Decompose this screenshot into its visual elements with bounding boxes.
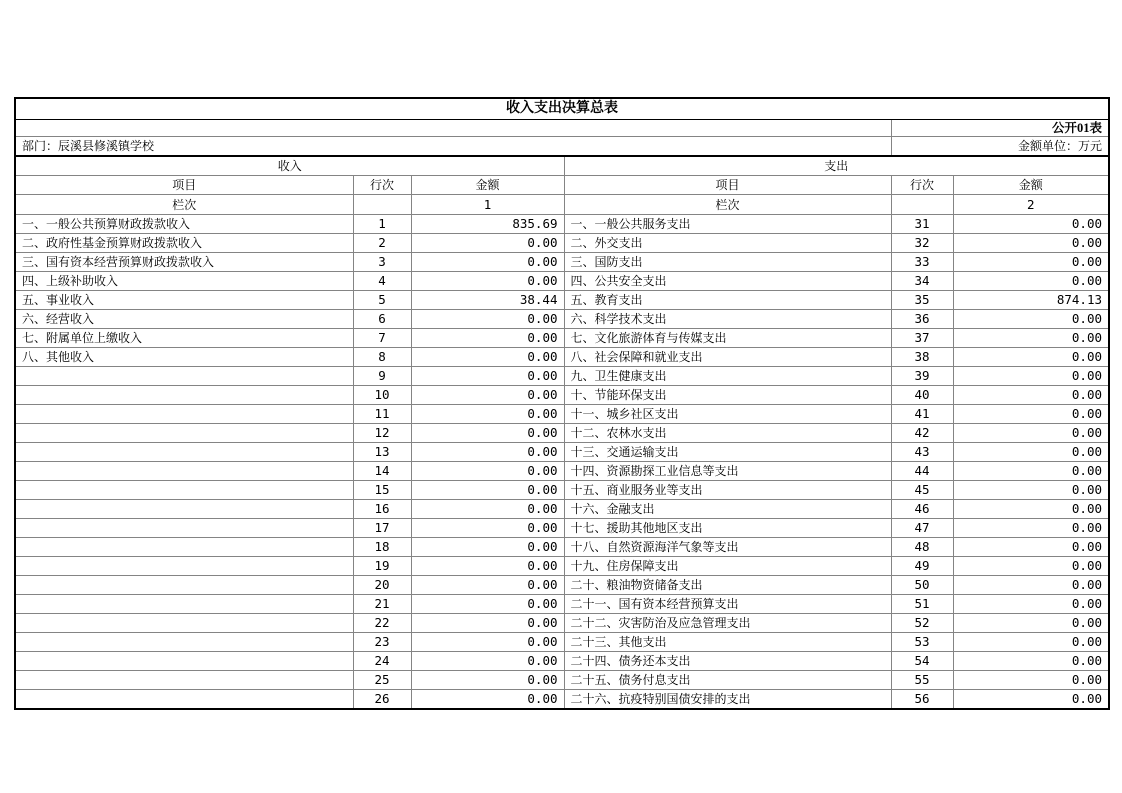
expense-line-cell: 45 <box>891 481 953 500</box>
sheet-label-row <box>15 120 1109 137</box>
income-expense-table <box>14 97 1110 710</box>
income-amount-cell: 835.69 <box>411 215 564 234</box>
expense-line-cell: 44 <box>891 462 953 481</box>
income-lanci-label: 栏次 <box>15 195 353 215</box>
expense-line-cell: 36 <box>891 310 953 329</box>
income-item-cell <box>15 633 353 652</box>
column-header-row <box>15 176 1109 195</box>
sheet-label-spacer <box>15 120 891 137</box>
expense-amount-cell: 0.00 <box>953 367 1109 386</box>
column-number-row <box>15 195 1109 215</box>
income-line-cell: 22 <box>353 614 411 633</box>
income-line-cell: 24 <box>353 652 411 671</box>
expense-item-cell: 二、外交支出 <box>564 234 891 253</box>
expense-lanci-label: 栏次 <box>564 195 891 215</box>
expense-line-cell: 49 <box>891 557 953 576</box>
income-line-cell: 3 <box>353 253 411 272</box>
income-column-number: 1 <box>411 195 564 215</box>
expense-item-cell: 七、文化旅游体育与传媒支出 <box>564 329 891 348</box>
table-row <box>15 291 1109 310</box>
expense-item-cell: 十九、住房保障支出 <box>564 557 891 576</box>
expense-amount-cell: 0.00 <box>953 614 1109 633</box>
income-item-cell <box>15 690 353 710</box>
expense-lanci-empty <box>891 195 953 215</box>
table-row <box>15 443 1109 462</box>
income-amount-cell: 0.00 <box>411 272 564 291</box>
table-row <box>15 253 1109 272</box>
table-row <box>15 348 1109 367</box>
income-amount-cell: 0.00 <box>411 234 564 253</box>
income-item-cell <box>15 557 353 576</box>
expense-item-cell: 四、公共安全支出 <box>564 272 891 291</box>
income-amount-cell: 0.00 <box>411 386 564 405</box>
table-row <box>15 671 1109 690</box>
expense-amount-cell: 0.00 <box>953 595 1109 614</box>
income-item-cell <box>15 443 353 462</box>
income-item-cell: 一、一般公共预算财政拨款收入 <box>15 215 353 234</box>
income-item-cell <box>15 576 353 595</box>
expense-amount-cell: 0.00 <box>953 652 1109 671</box>
expense-amount-cell: 0.00 <box>953 519 1109 538</box>
income-line-cell: 18 <box>353 538 411 557</box>
expense-amount-cell: 0.00 <box>953 576 1109 595</box>
income-line-cell: 4 <box>353 272 411 291</box>
expense-line-cell: 56 <box>891 690 953 710</box>
expense-amount-cell: 0.00 <box>953 215 1109 234</box>
income-line-cell: 19 <box>353 557 411 576</box>
table-row <box>15 690 1109 710</box>
page-title: 收入支出决算总表 <box>15 98 1109 120</box>
table-row <box>15 481 1109 500</box>
table-row <box>15 386 1109 405</box>
income-amount-cell: 0.00 <box>411 405 564 424</box>
expense-item-cell: 十一、城乡社区支出 <box>564 405 891 424</box>
expense-amount-cell: 0.00 <box>953 348 1109 367</box>
expense-line-cell: 35 <box>891 291 953 310</box>
expense-amount-cell: 0.00 <box>953 690 1109 710</box>
income-amount-cell: 0.00 <box>411 443 564 462</box>
expense-column-number: 2 <box>953 195 1109 215</box>
expense-item-cell: 十八、自然资源海洋气象等支出 <box>564 538 891 557</box>
income-item-cell: 七、附属单位上缴收入 <box>15 329 353 348</box>
income-amount-cell: 38.44 <box>411 291 564 310</box>
table-body <box>15 215 1109 710</box>
sheet-label: 公开01表 <box>891 120 1109 137</box>
expense-amount-cell: 0.00 <box>953 234 1109 253</box>
expense-amount-cell: 0.00 <box>953 633 1109 652</box>
income-amount-cell: 0.00 <box>411 500 564 519</box>
income-line-cell: 16 <box>353 500 411 519</box>
expense-amount-cell: 0.00 <box>953 538 1109 557</box>
table-row <box>15 538 1109 557</box>
table-row <box>15 329 1109 348</box>
expense-item-cell: 十七、援助其他地区支出 <box>564 519 891 538</box>
income-line-cell: 15 <box>353 481 411 500</box>
expense-line-cell: 46 <box>891 500 953 519</box>
expense-line-cell: 37 <box>891 329 953 348</box>
income-amount-cell: 0.00 <box>411 690 564 710</box>
expense-item-cell: 二十一、国有资本经营预算支出 <box>564 595 891 614</box>
expense-item-header: 项目 <box>564 176 891 195</box>
income-item-cell: 三、国有资本经营预算财政拨款收入 <box>15 253 353 272</box>
table-row <box>15 633 1109 652</box>
expense-line-cell: 55 <box>891 671 953 690</box>
income-item-cell: 八、其他收入 <box>15 348 353 367</box>
income-amount-cell: 0.00 <box>411 538 564 557</box>
income-item-cell: 二、政府性基金预算财政拨款收入 <box>15 234 353 253</box>
expense-item-cell: 二十四、债务还本支出 <box>564 652 891 671</box>
expense-item-cell: 十、节能环保支出 <box>564 386 891 405</box>
income-amount-header: 金额 <box>411 176 564 195</box>
section-header-row <box>15 156 1109 176</box>
income-amount-cell: 0.00 <box>411 652 564 671</box>
expense-item-cell: 二十三、其他支出 <box>564 633 891 652</box>
expense-amount-cell: 0.00 <box>953 481 1109 500</box>
expense-line-cell: 48 <box>891 538 953 557</box>
expense-item-cell: 五、教育支出 <box>564 291 891 310</box>
table-row <box>15 405 1109 424</box>
income-item-cell <box>15 614 353 633</box>
income-amount-cell: 0.00 <box>411 671 564 690</box>
table-row <box>15 215 1109 234</box>
income-line-cell: 12 <box>353 424 411 443</box>
expense-amount-cell: 0.00 <box>953 462 1109 481</box>
table-row <box>15 310 1109 329</box>
unit-label: 金额单位：万元 <box>891 137 1109 157</box>
final-accounts-sheet <box>14 97 1110 710</box>
income-amount-cell: 0.00 <box>411 519 564 538</box>
income-item-cell <box>15 500 353 519</box>
income-item-header: 项目 <box>15 176 353 195</box>
income-amount-cell: 0.00 <box>411 329 564 348</box>
expense-item-cell: 二十二、灾害防治及应急管理支出 <box>564 614 891 633</box>
expense-amount-cell: 0.00 <box>953 557 1109 576</box>
table-row <box>15 234 1109 253</box>
expense-item-cell: 十六、金融支出 <box>564 500 891 519</box>
expense-item-cell: 十二、农林水支出 <box>564 424 891 443</box>
income-item-cell: 六、经营收入 <box>15 310 353 329</box>
income-amount-cell: 0.00 <box>411 367 564 386</box>
income-line-cell: 2 <box>353 234 411 253</box>
income-line-cell: 23 <box>353 633 411 652</box>
expense-line-cell: 47 <box>891 519 953 538</box>
income-amount-cell: 0.00 <box>411 310 564 329</box>
income-amount-cell: 0.00 <box>411 614 564 633</box>
income-item-cell: 五、事业收入 <box>15 291 353 310</box>
income-item-cell <box>15 405 353 424</box>
expense-line-cell: 41 <box>891 405 953 424</box>
expense-amount-cell: 0.00 <box>953 272 1109 291</box>
expense-item-cell: 二十六、抗疫特别国债安排的支出 <box>564 690 891 710</box>
expense-line-cell: 52 <box>891 614 953 633</box>
table-row <box>15 500 1109 519</box>
income-item-cell <box>15 424 353 443</box>
income-amount-cell: 0.00 <box>411 253 564 272</box>
income-amount-cell: 0.00 <box>411 576 564 595</box>
table-row <box>15 462 1109 481</box>
income-line-cell: 17 <box>353 519 411 538</box>
expense-line-cell: 31 <box>891 215 953 234</box>
table-row <box>15 652 1109 671</box>
expense-amount-cell: 0.00 <box>953 253 1109 272</box>
income-amount-cell: 0.00 <box>411 462 564 481</box>
expense-line-cell: 50 <box>891 576 953 595</box>
table-row <box>15 614 1109 633</box>
expense-line-cell: 39 <box>891 367 953 386</box>
department-row <box>15 137 1109 157</box>
expense-item-cell: 九、卫生健康支出 <box>564 367 891 386</box>
income-line-cell: 10 <box>353 386 411 405</box>
income-item-cell <box>15 462 353 481</box>
table-row <box>15 557 1109 576</box>
income-item-cell <box>15 671 353 690</box>
expense-amount-cell: 0.00 <box>953 329 1109 348</box>
expense-line-cell: 40 <box>891 386 953 405</box>
expense-line-cell: 53 <box>891 633 953 652</box>
income-line-cell: 14 <box>353 462 411 481</box>
expense-item-cell: 十四、资源勘探工业信息等支出 <box>564 462 891 481</box>
table-row <box>15 576 1109 595</box>
table-row <box>15 272 1109 291</box>
expense-item-cell: 三、国防支出 <box>564 253 891 272</box>
table-head <box>15 98 1109 215</box>
income-item-cell <box>15 519 353 538</box>
expense-line-cell: 33 <box>891 253 953 272</box>
income-amount-cell: 0.00 <box>411 633 564 652</box>
income-line-cell: 11 <box>353 405 411 424</box>
income-amount-cell: 0.00 <box>411 595 564 614</box>
table-row <box>15 519 1109 538</box>
expense-line-cell: 54 <box>891 652 953 671</box>
income-line-cell: 8 <box>353 348 411 367</box>
income-line-cell: 6 <box>353 310 411 329</box>
expense-amount-cell: 0.00 <box>953 671 1109 690</box>
expense-line-cell: 38 <box>891 348 953 367</box>
expense-item-cell: 十三、交通运输支出 <box>564 443 891 462</box>
expense-line-cell: 32 <box>891 234 953 253</box>
income-item-cell: 四、上级补助收入 <box>15 272 353 291</box>
expense-amount-cell: 0.00 <box>953 500 1109 519</box>
expense-line-cell: 42 <box>891 424 953 443</box>
expense-item-cell: 二十五、债务付息支出 <box>564 671 891 690</box>
income-item-cell <box>15 538 353 557</box>
income-amount-cell: 0.00 <box>411 481 564 500</box>
income-line-cell: 25 <box>353 671 411 690</box>
expense-item-cell: 八、社会保障和就业支出 <box>564 348 891 367</box>
expense-amount-cell: 0.00 <box>953 424 1109 443</box>
expense-item-cell: 一、一般公共服务支出 <box>564 215 891 234</box>
income-amount-cell: 0.00 <box>411 557 564 576</box>
expense-line-cell: 34 <box>891 272 953 291</box>
expense-amount-cell: 874.13 <box>953 291 1109 310</box>
expense-item-cell: 六、科学技术支出 <box>564 310 891 329</box>
income-line-cell: 5 <box>353 291 411 310</box>
table-row <box>15 424 1109 443</box>
income-line-cell: 13 <box>353 443 411 462</box>
income-line-cell: 21 <box>353 595 411 614</box>
income-item-cell <box>15 386 353 405</box>
expense-amount-cell: 0.00 <box>953 443 1109 462</box>
income-line-cell: 26 <box>353 690 411 710</box>
title-row <box>15 98 1109 120</box>
expense-line-cell: 51 <box>891 595 953 614</box>
income-item-cell <box>15 367 353 386</box>
expense-amount-cell: 0.00 <box>953 386 1109 405</box>
expense-amount-cell: 0.00 <box>953 310 1109 329</box>
income-lanci-empty <box>353 195 411 215</box>
table-row <box>15 367 1109 386</box>
expense-item-cell: 二十、粮油物资储备支出 <box>564 576 891 595</box>
table-row <box>15 595 1109 614</box>
income-line-cell: 20 <box>353 576 411 595</box>
income-section-header: 收入 <box>15 156 564 176</box>
income-line-cell: 7 <box>353 329 411 348</box>
expense-amount-cell: 0.00 <box>953 405 1109 424</box>
expense-line-cell: 43 <box>891 443 953 462</box>
department-label: 部门：辰溪县修溪镇学校 <box>15 137 891 157</box>
income-item-cell <box>15 481 353 500</box>
income-item-cell <box>15 595 353 614</box>
income-line-cell: 1 <box>353 215 411 234</box>
expense-section-header: 支出 <box>564 156 1109 176</box>
income-item-cell <box>15 652 353 671</box>
income-line-header: 行次 <box>353 176 411 195</box>
expense-line-header: 行次 <box>891 176 953 195</box>
expense-amount-header: 金额 <box>953 176 1109 195</box>
income-amount-cell: 0.00 <box>411 424 564 443</box>
income-line-cell: 9 <box>353 367 411 386</box>
expense-item-cell: 十五、商业服务业等支出 <box>564 481 891 500</box>
income-amount-cell: 0.00 <box>411 348 564 367</box>
